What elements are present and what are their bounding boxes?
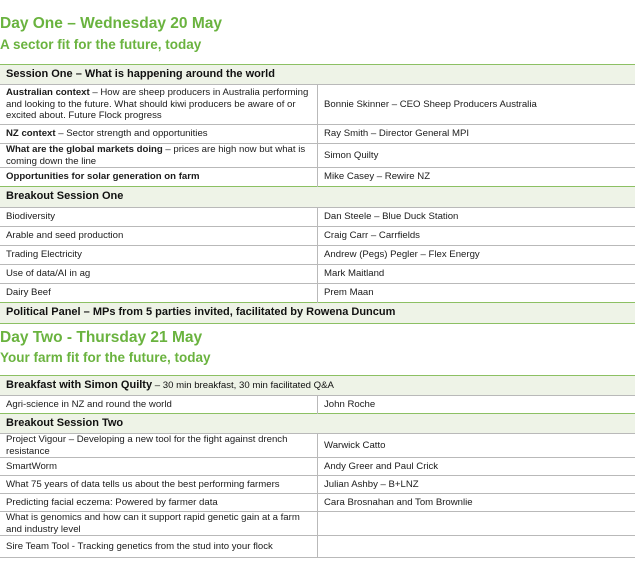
- agenda-speaker: Prem Maan: [318, 284, 636, 303]
- agenda-row: [0, 144, 635, 168]
- agenda-topic: Use of data/AI in ag: [0, 265, 318, 284]
- agenda-row: [0, 512, 635, 536]
- agenda-topic: What 75 years of data tells us about the best performing farmers: [0, 476, 318, 494]
- agenda-speaker: [318, 512, 636, 536]
- agenda-row: [0, 265, 635, 284]
- agenda-topic: Dairy Beef: [0, 284, 318, 303]
- agenda-topic: Predicting facial eczema: Powered by farmer data: [0, 494, 318, 512]
- political-panel-title: Political Panel – MPs from 5 parties invited, facilitated by Rowena Duncum: [0, 303, 635, 324]
- agenda-speaker: Warwick Catto: [318, 434, 636, 458]
- breakout-one-header: [0, 187, 635, 208]
- agenda-row: [0, 536, 635, 558]
- agenda-description: – prices are high now but what is coming down the line: [6, 144, 306, 167]
- agenda-topic: Agri-science in NZ and round the world: [0, 396, 318, 414]
- agenda-speaker: John Roche: [318, 396, 636, 414]
- session-one-title: Session One – What is happening around the world: [0, 65, 635, 85]
- agenda-row: [0, 227, 635, 246]
- agenda-topic: Australian context: [6, 87, 90, 99]
- breakout-one-title: Breakout Session One: [0, 187, 635, 208]
- agenda-row: [0, 246, 635, 265]
- breakfast-header: [0, 376, 635, 396]
- agenda-row: [0, 458, 635, 476]
- agenda-speaker: [318, 536, 636, 558]
- agenda-topic: Sire Team Tool - Tracking genetics from the stud into your flock: [0, 536, 318, 558]
- breakout-two-header: [0, 414, 635, 434]
- breakfast-note: – 30 min breakfast, 30 min facilitated Q&A: [152, 379, 334, 391]
- agenda-row: [0, 476, 635, 494]
- agenda-row: [0, 434, 635, 458]
- day-one-subtitle: A sector fit for the future, today: [0, 37, 202, 52]
- agenda-speaker: Mike Casey – Rewire NZ: [318, 168, 636, 187]
- agenda-speaker: Simon Quilty: [318, 144, 636, 168]
- agenda-description: – Sector strength and opportunities: [55, 128, 208, 140]
- agenda-speaker: Bonnie Skinner – CEO Sheep Producers Australia: [318, 85, 636, 125]
- agenda-speaker: Mark Maitland: [318, 265, 636, 284]
- agenda-speaker: Dan Steele – Blue Duck Station: [318, 208, 636, 227]
- agenda-topic: Arable and seed production: [0, 227, 318, 246]
- agenda-row: [0, 125, 635, 144]
- day-two-subtitle: Your farm fit for the future, today: [0, 350, 211, 365]
- agenda-topic: NZ context: [6, 128, 56, 140]
- agenda-speaker: Cara Brosnahan and Tom Brownlie: [318, 494, 636, 512]
- agenda-row: [0, 168, 635, 187]
- agenda-topic: Trading Electricity: [0, 246, 318, 265]
- agenda-topic: Opportunities for solar generation on farm: [6, 171, 200, 183]
- agenda-description: – How are sheep producers in Australia performing and looking to the future. What should kiwi producers be aware of or excited about. Future Flock progress: [6, 87, 309, 122]
- agenda-topic: What is genomics and how can it support rapid genetic gain at a farm and industry level: [0, 512, 318, 536]
- day-one-agenda-table: [0, 64, 635, 324]
- agenda-topic: What are the global markets doing: [6, 144, 163, 155]
- day-two-title: Day Two - Thursday 21 May: [0, 329, 203, 346]
- agenda-speaker: Andy Greer and Paul Crick: [318, 458, 636, 476]
- agenda-speaker: Julian Ashby – B+LNZ: [318, 476, 636, 494]
- session-one-header: [0, 65, 635, 85]
- agenda-row: [0, 208, 635, 227]
- breakfast-title: Breakfast with Simon Quilty: [6, 378, 153, 391]
- agenda-row: [0, 284, 635, 303]
- political-panel-row: [0, 303, 635, 324]
- agenda-topic: Project Vigour – Developing a new tool for the fight against drench resistance: [0, 434, 318, 458]
- agenda-row: [0, 85, 635, 125]
- agenda-speaker: Craig Carr – Carrfields: [318, 227, 636, 246]
- day-two-agenda-table: [0, 375, 635, 558]
- agenda-speaker: Ray Smith – Director General MPI: [318, 125, 636, 144]
- agenda-topic: Biodiversity: [0, 208, 318, 227]
- day-one-title: Day One – Wednesday 20 May: [0, 15, 222, 32]
- agenda-row: [0, 494, 635, 512]
- agenda-topic: SmartWorm: [0, 458, 318, 476]
- agenda-speaker: Andrew (Pegs) Pegler – Flex Energy: [318, 246, 636, 265]
- agenda-row: [0, 396, 635, 414]
- breakout-two-title: Breakout Session Two: [0, 414, 635, 434]
